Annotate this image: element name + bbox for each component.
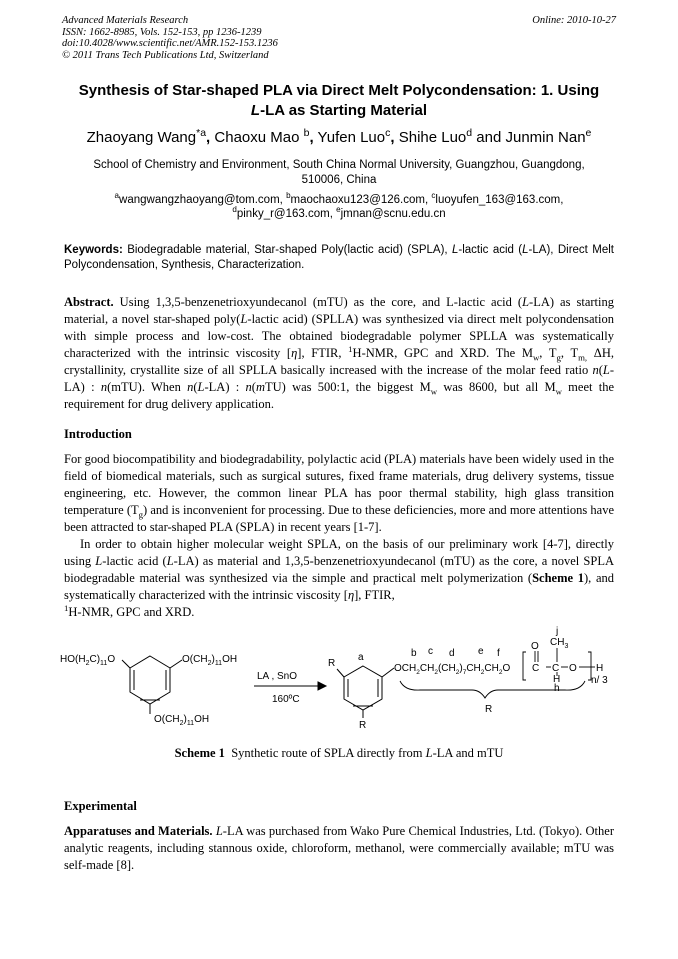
abstract-label: Abstract.: [64, 295, 114, 309]
caption-label: Scheme 1: [174, 746, 225, 760]
abstract-text: (mTU). When: [107, 380, 181, 394]
methine-hydrogen: H: [553, 674, 561, 685]
paper-title: [40, 81, 638, 121]
abstract-text: TU) was 500:1, the biggest M: [264, 380, 431, 394]
email-a: wangwangzhaoyang@tom.com,: [119, 194, 283, 206]
abstract-text: -LA) :: [64, 363, 614, 394]
label-d: d: [449, 648, 455, 659]
issn-line: ISSN: 1662-8985, Vols. 152-153, pp 1236-1239: [62, 26, 262, 38]
keywords-label: Keywords:: [64, 244, 123, 256]
author-and: and: [476, 129, 502, 146]
intro-scheme-ref: Scheme 1: [532, 571, 584, 585]
intro-text: ], FTIR,: [354, 588, 395, 602]
title-l-prefix: L: [250, 102, 261, 119]
email-d: pinky_r@163.com,: [236, 208, 333, 220]
carbonyl-carbon: C: [532, 663, 540, 674]
doi-line: doi:10.4028/www.scientific.net/AMR.152-153.1236: [62, 38, 278, 49]
abstract-italic: L: [602, 363, 610, 377]
abstract-italic: L: [240, 312, 248, 326]
label-j: j: [556, 626, 559, 637]
author-4: Shihe Luo: [398, 129, 467, 146]
chiral-carbon: C: [552, 663, 560, 674]
abstract-italic: n: [592, 363, 599, 377]
intro-text: -lactic acid (: [102, 554, 167, 568]
affiliation: [60, 158, 618, 188]
intro-italic: L: [95, 554, 103, 568]
abstract-italic: η: [291, 346, 298, 360]
label-f: f: [497, 648, 500, 659]
mtu-right-substituent: $O(CH_2)_{11}OH$: [182, 654, 238, 667]
product-r-brace: R: [485, 704, 493, 715]
intro-sup: 1: [64, 602, 69, 613]
intro-sub: g: [138, 509, 144, 520]
author-sep: ,: [309, 129, 314, 146]
abstract-sub: g: [556, 352, 561, 363]
abstract-text: (: [193, 380, 198, 394]
intro-paragraph-1: [64, 451, 614, 536]
label-e: e: [478, 646, 484, 657]
email-b: maochaoxu123@126.com,: [290, 194, 429, 206]
apparatus-paragraph: [64, 823, 614, 874]
synthesis-scheme: [60, 618, 620, 738]
copyright-line: © 2011 Trans Tech Publications Ltd, Switzerland: [62, 49, 269, 61]
caption-text: -LA and mTU: [432, 746, 504, 760]
abstract-sub: w: [430, 386, 438, 397]
intro-text: ) and is inconvenient for processing. Due to these deficiencies, more and more attentions have been attracted to star-shaped PLA (SPLA) in recent years [1-7].: [64, 503, 615, 534]
intro-text: In order to obtain higher molecular weight SPLA, on the basis of our preliminary work [4-7], directly using: [64, 537, 614, 568]
abstract-italic: L: [522, 295, 530, 309]
title-line1: Synthesis of Star-shaped PLA via Direct Melt Polycondensation: 1. Using: [78, 82, 600, 99]
mtu-benzene-ring: [122, 656, 182, 714]
apparatus-label: Apparatuses and Materials.: [64, 824, 213, 838]
author-5: Junmin Nan: [505, 129, 586, 146]
abstract-italic: m: [255, 380, 265, 394]
intro-italic: L: [166, 554, 174, 568]
product-r-left: R: [328, 658, 336, 669]
email-a-sup: a: [114, 191, 120, 201]
product-chain: $OCH_2CH_2(CH_2)_7CH_2CH_2O$: [394, 663, 511, 676]
product-benzene-ring: [337, 666, 394, 718]
abstract-text: , T: [560, 346, 579, 360]
title-line2: -LA as Starting Material: [260, 102, 428, 119]
affiliation-line2: 510006, China: [301, 174, 377, 186]
email-e-sup: e: [336, 205, 341, 215]
abstract-text: ], FTIR,: [297, 346, 342, 360]
author-2-sup: b: [303, 127, 310, 139]
author-4-sup: d: [466, 127, 473, 139]
section-heading-introduction: Introduction: [64, 427, 132, 441]
author-2: Chaoxu Mao: [214, 129, 300, 146]
section-heading-experimental: Experimental: [64, 799, 137, 813]
affiliation-line1: School of Chemistry and Environment, South China Normal University, Guangzhou, Guangdong,: [93, 159, 585, 171]
abstract-text: -LA) :: [204, 380, 240, 394]
repeat-count: n/ 3: [591, 675, 608, 686]
abstract-text: was 8600, but all M: [443, 380, 556, 394]
ester-oxygen: O: [569, 663, 577, 674]
author-1-sup: *a: [196, 127, 207, 139]
abstract-text: Using 1,3,5-benzenetrioxyundecanol (mTU) as the core, and L-lactic acid (: [119, 295, 523, 309]
abstract-text: -lactic acid) (SPLLA) was synthesized via direct melt polycondensation with simple process and low-cost. The obtained biodegradable polymer SPLLA was systematically characterized with the intrinsic viscosity [: [64, 312, 614, 360]
scheme-caption: [64, 746, 614, 761]
reagents-label: LA , SnO: [257, 671, 298, 682]
introduction-body: [64, 451, 614, 621]
journal-name: Advanced Materials Research: [62, 15, 189, 26]
author-list: [30, 128, 648, 148]
author-sep: ,: [390, 129, 395, 146]
abstract-sub: m,: [578, 352, 588, 363]
abstract-text: (: [251, 380, 256, 394]
reaction-arrow: [254, 682, 326, 690]
keywords-text: -LA), Direct Melt Polycondensation, Synthesis, Characterization.: [64, 244, 614, 271]
email-c: luoyufen_163@163.com,: [435, 194, 564, 206]
author-3-sup: c: [385, 127, 391, 139]
email-e: jmnan@scnu.edu.cn: [340, 208, 446, 220]
abstract-sub: w: [555, 386, 562, 397]
mtu-bottom-substituent: $O(CH_2)_{11}OH$: [154, 714, 210, 727]
email-d-sup: d: [232, 205, 237, 215]
abstract-italic: n: [187, 380, 194, 394]
abstract-text: -LA) as starting material, a novel star-shaped poly(: [64, 295, 614, 326]
email-list: [60, 193, 618, 221]
intro-paragraph-2: [64, 536, 614, 621]
author-5-sup: e: [585, 127, 592, 139]
abstract-italic: L: [197, 380, 205, 394]
label-a: a: [358, 652, 364, 663]
intro-text: ), and systematically characterized with the intrinsic viscosity [: [64, 571, 614, 602]
online-date: Online: 2010-10-27: [532, 15, 616, 26]
label-b: b: [411, 648, 417, 659]
label-c: c: [428, 646, 433, 657]
mtu-left-substituent: $HO(H_2C)_{11}O$: [60, 654, 116, 667]
keywords: [64, 243, 614, 273]
caption-italic: L: [425, 746, 433, 760]
carbonyl-oxygen: O: [531, 641, 539, 652]
caption-text: Synthetic route of SPLA directly from: [231, 746, 423, 760]
keywords-l: L: [452, 244, 459, 256]
keywords-text: Biodegradable material, Star-shaped Poly(lactic acid) (SPLA),: [127, 244, 448, 256]
apparatus-text: -LA was purchased from Wako Pure Chemical Industries, Ltd. (Tokyo). Other analytic reagents, including stannous oxide, chloroform, methanol, were commercially available; mTU was self-made [8].: [64, 824, 614, 872]
abstract-text: H-NMR, GPC and XRD. The M: [352, 346, 533, 360]
product-r-bottom: R: [359, 720, 367, 731]
label-h: h: [554, 683, 560, 694]
keywords-text: -lactic acid (: [458, 244, 523, 256]
abstract-text: meet the requirement for drug delivery application.: [64, 380, 615, 411]
abstract-text: (: [598, 363, 603, 377]
abstract-text: , T: [539, 346, 557, 360]
intro-text: H-NMR, GPC and XRD.: [68, 605, 195, 619]
temperature-label: 160ºC: [272, 694, 300, 705]
abstract-italic: n: [100, 380, 108, 394]
methyl-group: $CH_3$: [550, 637, 569, 650]
email-b-sup: b: [286, 191, 291, 201]
intro-text: -LA) as material and 1,3,5-benzenetrioxyundecanol (mTU) as the core, a novel SPLA biodegradable material was synthesized via the simple and practical melt polymerization (: [64, 554, 614, 585]
author-sep: ,: [206, 129, 211, 146]
abstract: [64, 294, 614, 413]
journal-header: [62, 15, 278, 61]
abstract-italic: n: [245, 380, 252, 394]
terminal-hydrogen: H: [596, 663, 604, 674]
author-1: Zhaoyang Wang: [86, 129, 197, 146]
abstract-sup: 1: [348, 343, 353, 354]
abstract-text: ΔH, crystallinity, crystallite size of all SPLLA basically increased with the increase of the molar feed ratio: [64, 346, 614, 377]
keywords-l: L: [522, 244, 529, 256]
apparatus-italic: L: [215, 824, 223, 838]
intro-italic: η: [347, 588, 355, 602]
intro-text: For good biocompatibility and biodegradability, polylactic acid (PLA) materials have been widely used in the field of biomedical materials, such as surgical sutures, fixed frame materials, drug delivery systems, tissue engineering, etc. However, the common linear PLA has poor thermal stability, high glass transition temperature (T: [64, 452, 614, 517]
abstract-sub: w: [532, 352, 540, 363]
author-3: Yufen Luo: [317, 129, 386, 146]
email-c-sup: c: [431, 191, 436, 201]
